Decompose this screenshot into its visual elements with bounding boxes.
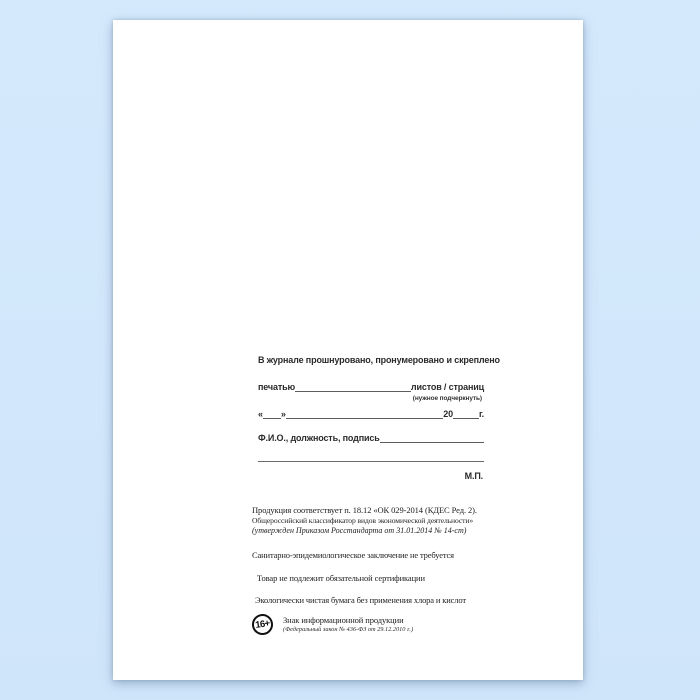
compliance-line-1: Продукция соответствует п. 18.12 «ОК 029-2014 (КДЕС Ред. 2). [252, 505, 477, 515]
fastening-title: В журнале прошнуровано, пронумеровано и скреплено [258, 355, 500, 365]
seal-label: печатью [258, 382, 296, 392]
age-mark-title: Знак информационной продукции [283, 615, 404, 625]
compliance-line-3: (утвержден Приказом Росстандарта от 31.01.2014 № 14-ст) [252, 526, 467, 535]
close-quote: » [280, 409, 286, 419]
year-blank-line [453, 418, 479, 419]
compliance-block [252, 505, 492, 635]
pages-label: листов / страниц [410, 382, 484, 392]
year-suffix: г. [478, 409, 484, 419]
sanitary-note: Санитарно-эпидемиологическое заключение не требуется [252, 550, 454, 560]
age-mark-law: (Федеральный закон № 436-ФЗ от 29.12.2010 г.) [283, 626, 414, 633]
fio-blank-line [380, 442, 484, 443]
day-blank-line [263, 418, 281, 419]
age-mark-row [252, 614, 492, 635]
date-line [258, 409, 484, 420]
journal-back-page [113, 20, 583, 680]
seal-line [258, 382, 484, 393]
fio-label: Ф.И.О., должность, подпись [258, 433, 380, 443]
month-blank-line [286, 418, 444, 419]
signature-blank-line [258, 461, 484, 462]
certification-note: Товар не подлежит обязательной сертификации [257, 573, 425, 583]
fio-line [258, 433, 484, 444]
seal-blank-line [295, 391, 411, 392]
eco-note: Экологически чистая бумага без применения хлора и кислот [255, 595, 466, 605]
age-16-badge-icon: 16+ [251, 613, 275, 637]
year-prefix: 20 [443, 409, 453, 419]
age-mark-text [283, 615, 413, 634]
underline-note: (нужное подчеркнуть) [412, 395, 482, 402]
open-quote: « [258, 409, 263, 419]
compliance-line-2: Общероссийский классификатор видов экономической деятельности» [252, 516, 474, 525]
stamp-abbr: М.П. [464, 471, 483, 481]
page-content-column [252, 355, 500, 635]
